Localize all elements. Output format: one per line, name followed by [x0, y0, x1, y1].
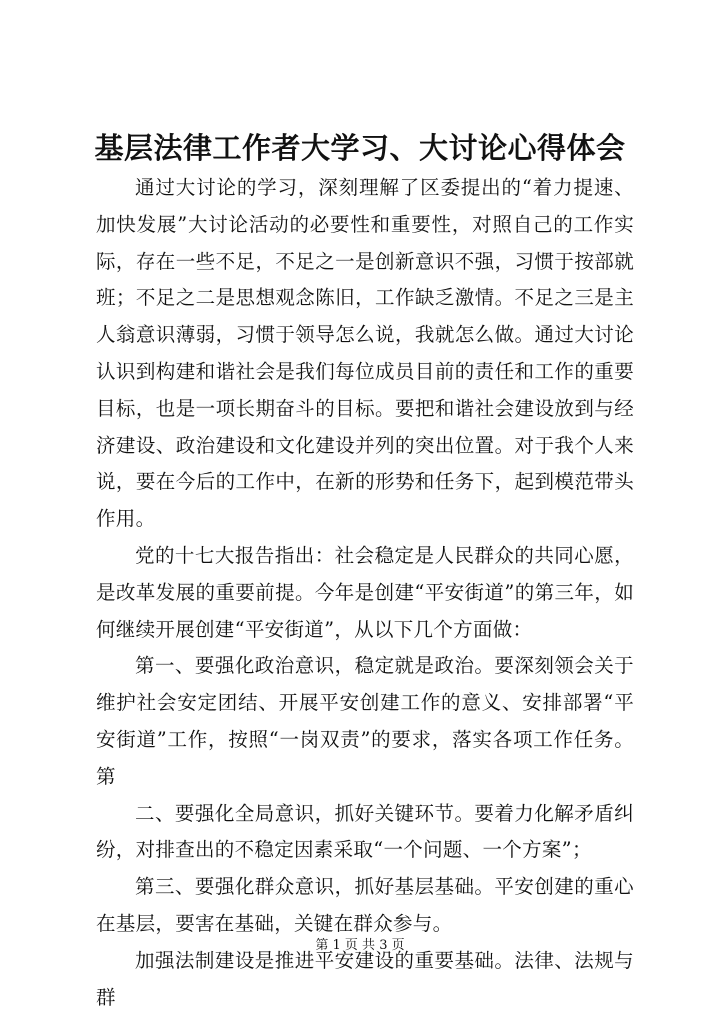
document-body: [96, 170, 634, 1016]
paragraph-4: 二、要强化全局意识，抓好关键环节。要着力化解矛盾纠纷，对排查出的不稳定因素采取“一个问题、一个方案”；: [96, 801, 634, 862]
document-title: 基层法律工作者大学习、大讨论心得体会: [94, 131, 626, 165]
paragraph-2: 党的十七大报告指出：社会稳定是人民群众的共同心愿，是改革发展的重要前提。今年是创建“平安街道”的第三年，如何继续开展创建“平安街道”，从以下几个方面做：: [96, 543, 634, 641]
paragraph-6: 加强法制建设是推进平安建设的重要基础。法律、法规与群: [96, 948, 634, 1009]
page-footer: 第 1 页 共 3 页: [315, 938, 405, 953]
paragraph-3: 第一、要强化政治意识，稳定就是政治。要深刻领会关于维护社会安定团结、开展平安创建工作的意义、安排部署“平安街道”工作，按照“一岗双责”的要求，落实各项工作任务。第: [96, 654, 634, 788]
paragraph-5: 第三、要强化群众意识，抓好基层基础。平安创建的重心在基层，要害在基础，关键在群众参与。: [96, 875, 634, 935]
paragraph-1: 通过大讨论的学习，深刻理解了区委提出的“着力提速、加快发展”大讨论活动的必要性和重要性，对照自己的工作实际，存在一些不足，不足之一是创新意识不强，习惯于按部就班；不足之二是思想观念陈旧，工作缺乏激情。不足之三是主人翁意识薄弱，习惯于领导怎么说，我就怎么做。通过大讨论认识到构建和谐社会是我们每位成员目前的责任和工作的重要目标，也是一项长期奋斗的目标。要把和谐社会建设放到与经济建设、政治建设和文化建设并列的突出位置。对于我个人来说，要在今后的工作中，在新的形势和任务下，起到模范带头作用。: [96, 176, 634, 531]
